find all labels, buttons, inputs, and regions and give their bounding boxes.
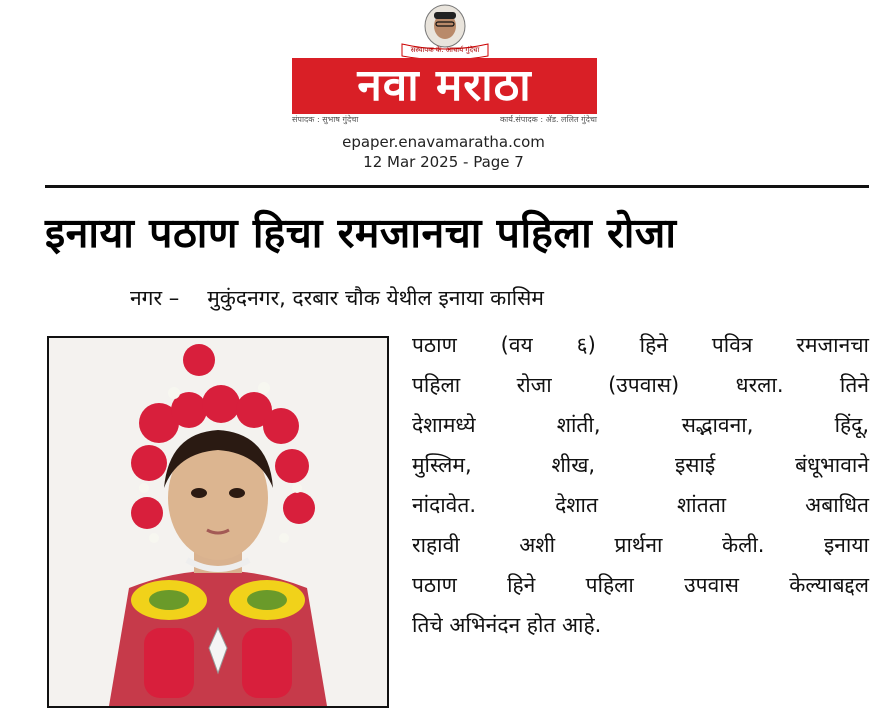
body-line: तिचे अभिनंदन होत आहे. (412, 613, 602, 637)
body-line: पठाण हिने पहिला उपवास केल्याबद्दल (412, 573, 869, 597)
body-line: राहावी अशी प्रार्थना केली. इनाया (412, 533, 869, 557)
article-photo (47, 336, 389, 708)
article-headline: इनाया पठाण हिचा रमजानचा पहिला रोजा (45, 209, 677, 257)
epaper-url: epaper.enavamaratha.com (342, 133, 545, 151)
paper-name-logo: नवा मराठा (292, 58, 597, 114)
body-line: पठाण (वय ६) हिने पवित्र रमजानचा (412, 333, 869, 357)
girl-portrait-illustration (49, 338, 387, 706)
founder-hair (434, 12, 456, 19)
right-eye (229, 488, 245, 498)
body-line: मुस्लिम, शीख, इसाई बंधूभावाने (412, 453, 869, 477)
body-line: नांदावेत. देशात शांतता अबाधित (412, 493, 869, 517)
masthead (0, 0, 887, 180)
executive-editor-name: कार्य.संपादक : अ‍ॅड. ललित गुंदेचा (499, 115, 597, 124)
divider-rule (45, 185, 869, 188)
founder-caption: संस्थापक के. आचार्य गुंदेचा (410, 46, 480, 54)
body-line: देशामध्ये शांती, सद्भावना, हिंदू, (412, 413, 869, 437)
article-body (412, 325, 869, 645)
article-first-line (130, 283, 870, 313)
body-line: पहिला रोजा (उपवास) धरला. तिने (412, 373, 869, 397)
editor-strip (292, 114, 597, 126)
editor-name: संपादक : सुभाष गुंदेचा (292, 115, 359, 124)
edition-date-page: 12 Mar 2025 - Page 7 (363, 153, 524, 171)
dateline: नगर – (130, 286, 180, 310)
left-eye (191, 488, 207, 498)
first-line-text: मुकुंदनगर, दरबार चौक येथील इनाया कासिम (207, 286, 544, 310)
